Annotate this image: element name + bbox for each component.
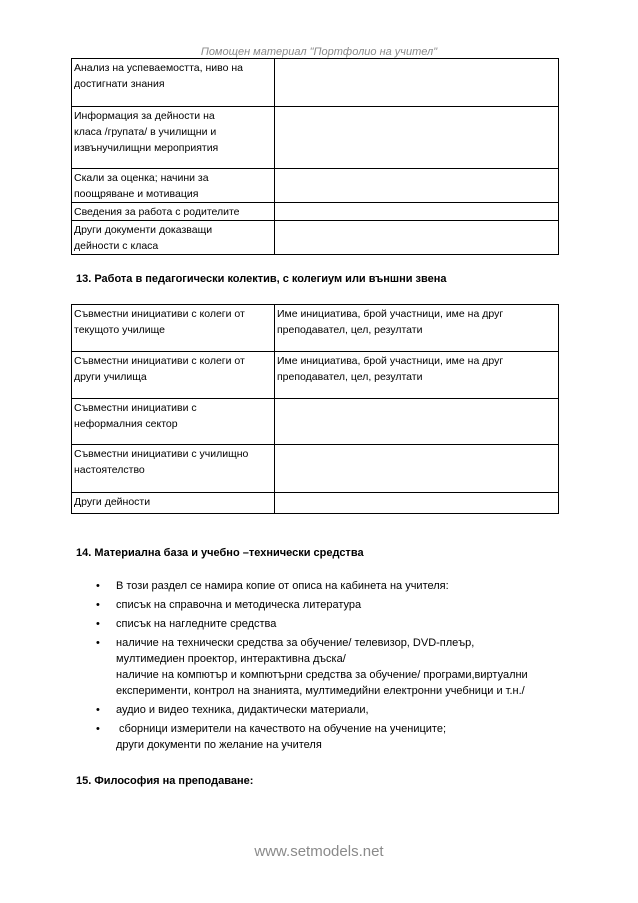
row-label <box>72 59 275 107</box>
table-row <box>72 305 559 352</box>
label-line: Информация за дейности на <box>74 110 215 122</box>
list-item <box>96 597 566 613</box>
row-label <box>72 352 275 399</box>
bullet-icon: • <box>96 618 100 630</box>
list-item-line: списък на справочна и методическа литература <box>116 599 362 611</box>
section-13-heading: 13. Работа в педагогически колектив, с колегиум или външни звена <box>76 273 447 285</box>
value-line: Име инициатива, брой участници, име на друг <box>277 355 504 367</box>
label-line: дейности с класа <box>74 240 159 252</box>
bullet-icon: • <box>96 704 100 716</box>
bullet-icon: • <box>96 599 100 611</box>
page-footer: www.setmodels.net <box>254 843 384 860</box>
page-header: Помощен материал "Портфолио на учител" <box>200 46 438 58</box>
table-row <box>72 221 559 255</box>
value-line: Име инициатива, брой участници, име на друг <box>277 308 504 320</box>
list-item-line: списък на нагледните средства <box>116 618 277 630</box>
row-label <box>72 169 275 203</box>
row-label <box>72 399 275 445</box>
list-item-line: наличие на компютър и компютърни средства за обучение/ програми,виртуални <box>116 669 528 681</box>
row-value <box>275 352 559 399</box>
label-line: Съвместни инициативи с <box>74 402 197 414</box>
table-row <box>72 352 559 399</box>
list-item-line: сборници измерители на качеството на обучение на учениците; <box>116 723 446 735</box>
row-value <box>275 305 559 352</box>
list-item-line: мултимедиен проектор, интерактивна дъска/ <box>116 653 346 665</box>
value-line: преподавател, цел, резултати <box>277 371 423 383</box>
row-label <box>72 445 275 493</box>
row-label <box>72 305 275 352</box>
list-item-line: други документи по желание на учителя <box>116 739 322 751</box>
row-value <box>275 493 559 514</box>
table-row <box>72 169 559 203</box>
row-value <box>275 221 559 255</box>
label-line: Съвместни инициативи с колеги от <box>74 355 245 367</box>
row-value <box>275 59 559 107</box>
section-15-heading: 15. Философия на преподаване: <box>76 775 254 787</box>
label-line: поощряване и мотивация <box>74 188 199 200</box>
label-line: други училища <box>74 371 147 383</box>
list-item-line: аудио и видео техника, дидактически материали, <box>116 704 369 716</box>
label-line: текущото училище <box>74 324 166 336</box>
row-value <box>275 445 559 493</box>
bullet-icon: • <box>96 637 100 649</box>
row-label <box>72 493 275 514</box>
label-line: Други дейности <box>74 496 151 508</box>
label-line: извънучилищни мероприятия <box>74 142 219 154</box>
label-line: класа /групата/ в училищни и <box>74 126 217 138</box>
row-label <box>72 107 275 169</box>
label-line: Съвместни инициативи с училищно <box>74 448 249 460</box>
table-row <box>72 203 559 221</box>
list-item <box>96 721 566 753</box>
list-item <box>96 616 566 632</box>
list-item <box>96 635 566 699</box>
list-item-line: наличие на технически средства за обучение/ телевизор, DVD-плеър, <box>116 637 475 649</box>
label-line: Скали за оценка; начини за <box>74 172 209 184</box>
table-row <box>72 107 559 169</box>
label-line: настоятелство <box>74 464 145 476</box>
row-value <box>275 107 559 169</box>
row-value <box>275 203 559 221</box>
table-row <box>72 59 559 107</box>
table-row <box>72 445 559 493</box>
label-line: Други документи доказващи <box>74 224 213 236</box>
materials-list <box>96 578 566 756</box>
collective-work-table <box>71 304 559 514</box>
table-row <box>72 493 559 514</box>
bullet-icon: • <box>96 580 100 592</box>
table-row <box>72 399 559 445</box>
row-label <box>72 221 275 255</box>
list-item <box>96 578 566 594</box>
label-line: достигнати знания <box>74 78 165 90</box>
class-info-table <box>71 58 559 255</box>
row-value <box>275 169 559 203</box>
list-item-line: В този раздел се намира копие от описа на кабинета на учителя: <box>116 580 449 592</box>
section-14-heading: 14. Материална база и учебно –технически средства <box>76 547 364 559</box>
list-item-line: експерименти, контрол на знанията, мултимедийни електронни учебници и т.н./ <box>116 685 525 697</box>
label-line: Сведения за работа с родителите <box>74 206 240 218</box>
row-label <box>72 203 275 221</box>
label-line: Съвместни инициативи с колеги от <box>74 308 245 320</box>
value-line: преподавател, цел, резултати <box>277 324 423 336</box>
bullet-icon: • <box>96 723 100 735</box>
label-line: неформалния сектор <box>74 418 178 430</box>
row-value <box>275 399 559 445</box>
label-line: Анализ на успеваемостта, ниво на <box>74 62 243 74</box>
list-item <box>96 702 566 718</box>
